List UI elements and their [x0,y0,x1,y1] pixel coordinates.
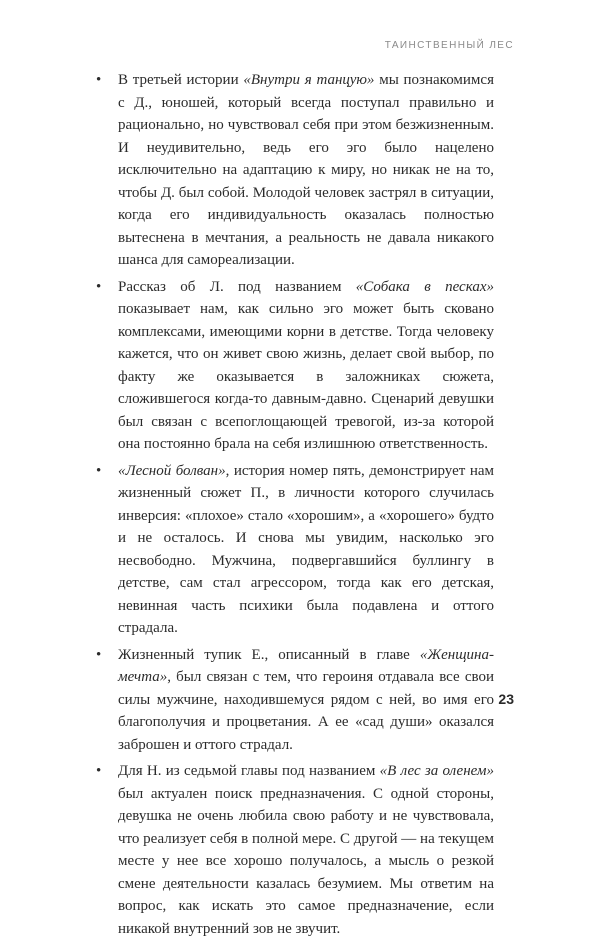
paragraph [118,460,494,640]
paragraph [118,69,494,272]
list-item [96,460,494,640]
text-before: Для Н. из седьмой главы под названием [118,763,380,779]
bullet-icon: • [96,72,102,88]
text-before: Жизненный тупик Е., описанный в главе [118,646,420,663]
list-item [96,760,494,940]
text-after: , история номер пять, демонстрирует нам жизненный сюжет П., в личности которого случилась инверсия: «плохое» стало «хорошим», а «хорошего» будто и не осталось. И снова мы увидим, насколько эго несвободно. Мужчина, подвергавшийся буллингу в детстве, сам стал агрессором, тогда как его детская, невинная часть психики была подавлена и оттого страдала. [118,462,494,636]
bullet-icon: • [96,646,102,663]
story-title: «В лес за оленем» [379,763,494,779]
bullet-list [96,69,494,944]
story-title: «Собака в песках» [355,278,494,295]
bullet-icon: • [96,763,102,779]
text-after: , был связан с тем, что героиня отдавала все свои силы мужчине, находившемуся рядом с ней, во имя его благополучия и процветания. А ее «сад души» оказался заброшен и оттого страдал. [118,669,494,753]
text-after: был актуален поиск предназначения. С одной стороны, девушка не очень любила свою работу и не чувствовала, что реализует себя в полной мере. С другой — на текущем месте у нее все хорошо получалось, а мысль о резкой смене деятельности казалась безумием. Мы ответим на вопрос, как искать это самое предназначение, если никакой внутренний зов не звучит. [118,785,494,937]
text-before: Рассказ об Л. под названием [118,278,356,295]
paragraph [118,760,494,940]
list-item [96,276,494,456]
paragraph [118,644,494,757]
story-title: «Внутри я танцую» [243,72,375,88]
bullet-icon: • [96,462,102,479]
list-item [96,644,494,757]
page-number: 23 [498,691,514,707]
list-item [96,69,494,272]
text-before: В третьей истории [118,72,244,88]
text-after: мы познакомимся с Д., юношей, который всегда поступал правильно и рационально, но чувствовал себя при этом безжизненным. И неудивительно, ведь его эго было нацелено исключительно на адаптацию к миру, но никак не на то, чтобы Д. был собой. Молодой человек застрял в ситуации, когда его индивидуальность оказалась полностью вытеснена в мечтания, а реальность не давала никакого шанса для самореализации. [118,72,494,268]
story-title: «Женщина-мечта» [118,646,494,685]
paragraph [118,276,494,456]
text-after: показывает нам, как сильно эго может быть сковано комплексами, имеющими корни в детстве. Тогда человеку кажется, что он живет свою жизнь, делает свой выбор, по факту же оказывается в заложниках сюжета, сложившегося когда-то давным-давно. Сценарий девушки был связан с всепоглощающей тревогой, из-за которой она постоянно брала на себя излишнюю ответственность. [118,301,494,452]
story-title: «Лесной болван» [118,462,226,479]
running-head: ТАИНСТВЕННЫЙ ЛЕС [384,40,514,51]
bullet-icon: • [96,278,102,295]
